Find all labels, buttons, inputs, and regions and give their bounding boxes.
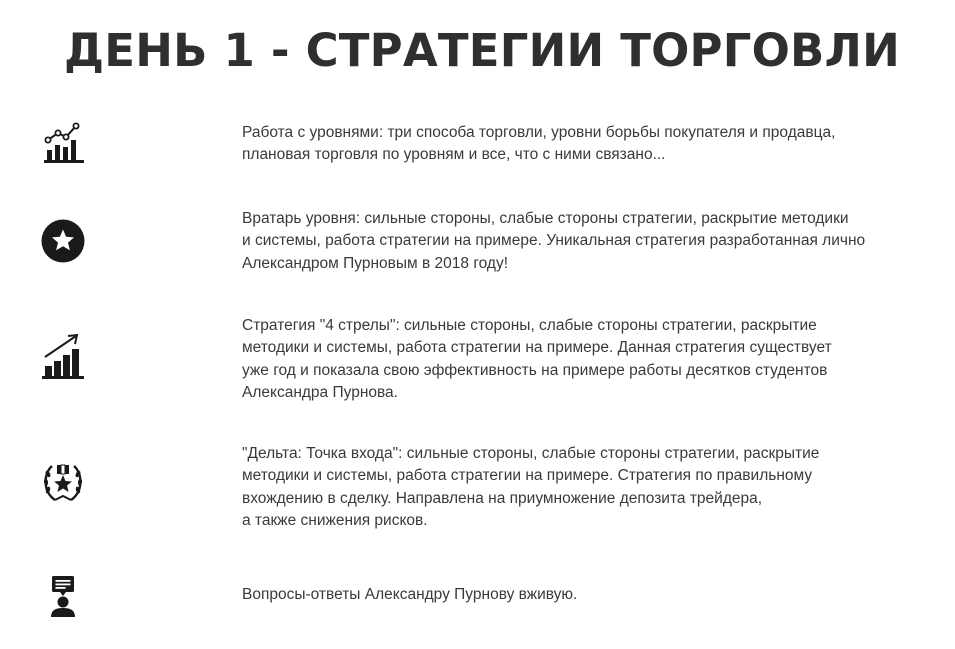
chart-growth-icon (40, 120, 86, 166)
item-description: Работа с уровнями: три способа торговли, уровни борьбы покупателя и продавца, плановая торговля по уровням и все, что с ними связано... (242, 124, 836, 164)
item-description: Вопросы-ответы Александру Пурнову вживую. (242, 586, 578, 603)
item-description: Стратегия "4 стрелы": сильные стороны, слабые стороны стратегии, раскрытие методики и системы, работа стратегии на примере. Данная стратегия существует уже год и показала свою эффективность на примере работы десятков студентов Александра Пурнова. (242, 317, 832, 401)
item-description: "Дельта: Точка входа": сильные стороны, слабые стороны стратегии, раскрытие методики и системы, работа стратегии на примере. Стратегия по правильному вхождению в сделку. Направлена на приумножение депозита трейдера, а также снижения рисков. (242, 445, 820, 529)
rising-bars-arrow-icon (40, 333, 86, 379)
page-title: ДЕНЬ 1 - СТРАТЕГИИ ТОРГОВЛИ (64, 24, 900, 77)
laurel-medal-icon (40, 460, 86, 506)
star-badge-icon (40, 218, 86, 264)
speaker-question-icon (40, 573, 86, 619)
item-description: Вратарь уровня: сильные стороны, слабые стороны стратегии, раскрытие методики и системы, работа стратегии на примере. Уникальная стратегия разработанная лично Александром Пурновым в 2018 году! (242, 210, 866, 272)
